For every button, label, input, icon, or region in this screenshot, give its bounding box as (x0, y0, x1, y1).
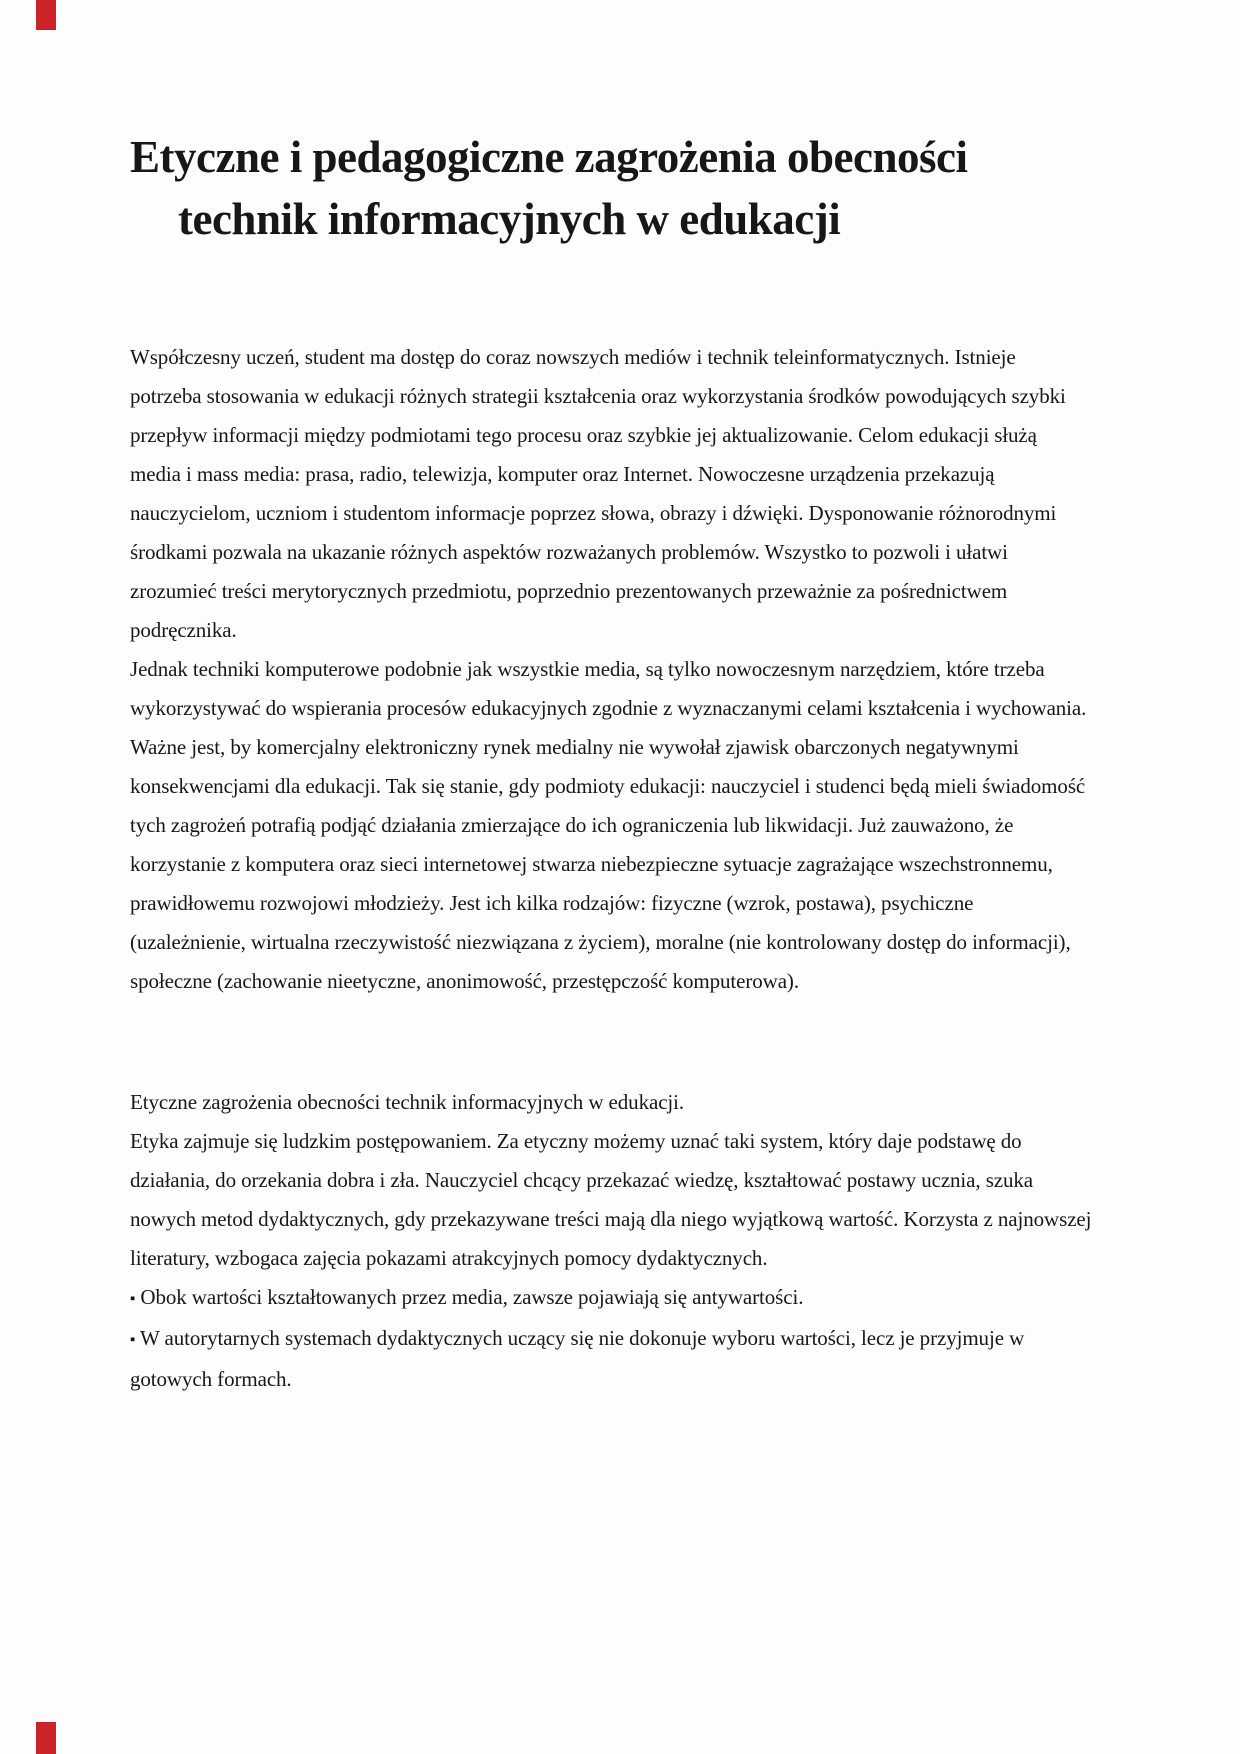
bullet-marker: ▪ (130, 1291, 136, 1307)
bullet-text: Obok wartości kształtowanych przez media, zawsze pojawiają się antywartości. (140, 1285, 804, 1309)
bullet-text: W autorytarnych systemach dydaktycznych uczący się nie dokonuje wyboru wartości, lecz je przyjmuje w gotowych formach. (130, 1326, 1025, 1391)
bullet-item (130, 1319, 1092, 1399)
section-heading: Etyczne zagrożenia obecności technik informacyjnych w edukacji. (130, 1090, 685, 1114)
paragraph: Etyka zajmuje się ludzkim postępowaniem. Za etyczny możemy uznać taki system, który daje podstawę do działania, do orzekania dobra i zła. Nauczyciel chcący przekazać wiedzę, kształtować postawy ucznia, szuka nowych metod dydaktycznych, gdy przekazywane treści mają dla niego wyjątkową wartość. Korzysta z najnowszej literatury, wzbogaca zajęcia pokazami atrakcyjnych pomocy dydaktycznych. (130, 1129, 1092, 1270)
page-edge-marker-top (36, 0, 56, 30)
paragraph: Jednak techniki komputerowe podobnie jak wszystkie media, są tylko nowoczesnym narzędziem, które trzeba wykorzystywać do wspierania procesów edukacyjnych zgodnie z wyznaczanymi celami kształcenia i wychowania. Ważne jest, by komercjalny elektroniczny rynek medialny nie wywołał zjawisk obarczonych negatywnymi konsekwencjami dla edukacji. Tak się stanie, gdy podmioty edukacji: nauczyciel i studenci będą mieli świadomość tych zagrożeń potrafią podjąć działania zmierzające do ich ograniczenia lub likwidacji. Już zauważono, że korzystanie z komputera oraz sieci internetowej stwarza niebezpieczne sytuacje zagrażające wszechstronnemu, prawidłowemu rozwojowi młodzieży. Jest ich kilka rodzajów: fizyczne (wzrok, postawa), psychiczne (uzależnienie, wirtualna rzeczywistość niezwiązana z życiem), moralne (nie kontrolowany dostęp do informacji), społeczne (zachowanie nieetyczne, anonimowość, przestępczość komputerowa). (130, 657, 1087, 993)
bullet-item (130, 1278, 1092, 1319)
document-title: Etyczne i pedagogiczne zagrożenia obecności technik informacyjnych w edukacji (130, 132, 968, 244)
page-edge-marker-bottom (36, 1722, 56, 1754)
paragraph: Współczesny uczeń, student ma dostęp do coraz nowszych mediów i technik teleinformatycznych. Istnieje potrzeba stosowania w edukacji różnych strategii kształcenia oraz wykorzystania środków powodujących szybki przepływ informacji między podmiotami tego procesu oraz szybkie jej aktualizowanie. Celom edukacji służą media i mass media: prasa, radio, telewizja, komputer oraz Internet. Nowoczesne urządzenia przekazują nauczycielom, uczniom i studentom informacje poprzez słowa, obrazy i dźwięki. Dysponowanie różnorodnymi środkami pozwala na ukazanie różnych aspektów rozważanych problemów. Wszystko to pozwoli i ułatwi zrozumieć treści merytorycznych przedmiotu, poprzednio prezentowanych przeważnie za pośrednictwem podręcznika. (130, 345, 1066, 642)
bullet-marker: ▪ (130, 1332, 136, 1348)
document-body (130, 338, 1092, 1399)
section-ethical-threats (130, 1083, 1092, 1399)
